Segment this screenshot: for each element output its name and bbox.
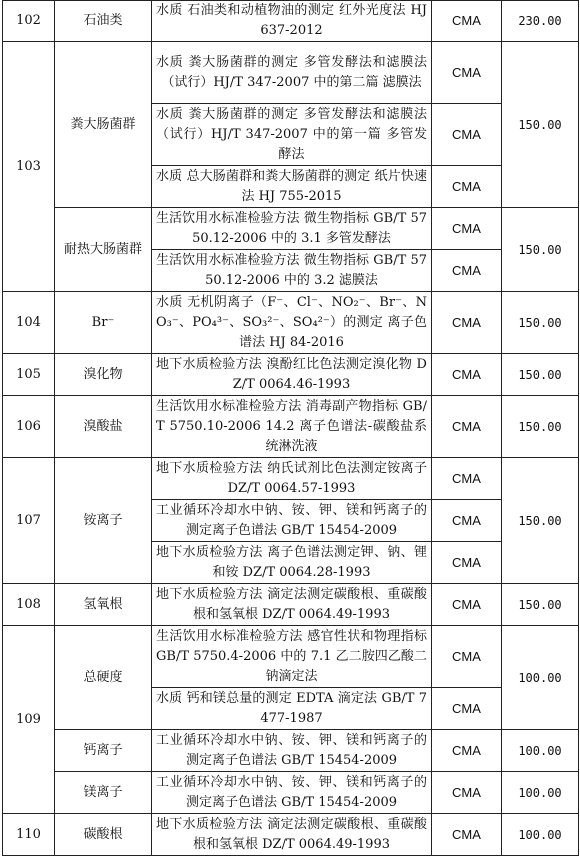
qualification: CMA (432, 396, 502, 458)
price: 100.00 (502, 626, 579, 730)
item-number: 109 (3, 626, 55, 814)
item-number: 103 (3, 42, 55, 292)
test-method: 地下水质检验方法 纳氏试剂比色法测定铵离子 DZ/T 0064.57-1993 (152, 458, 432, 500)
table-row (3, 772, 579, 814)
item-name: 溴酸盐 (55, 396, 152, 458)
item-name: 钙离子 (55, 730, 152, 772)
test-method: 工业循环冷却水中钠、铵、钾、镁和钙离子的测定离子色谱法 GB/T 15454-2009 (152, 730, 432, 772)
price: 230.00 (502, 1, 579, 42)
price: 150.00 (502, 584, 579, 626)
table-row (3, 354, 579, 396)
item-number: 108 (3, 584, 55, 626)
table-row (3, 458, 579, 500)
test-method: 地下水质检验方法 滴定法测定碳酸根、重碳酸根和氢氧根 DZ/T 0064.49-1993 (152, 814, 432, 856)
item-name: 溴化物 (55, 354, 152, 396)
price: 150.00 (502, 42, 579, 208)
qualification: CMA (432, 814, 502, 856)
test-method: 工业循环冷却水中钠、铵、钾、镁和钙离子的测定离子色谱法 GB/T 15454-2009 (152, 500, 432, 542)
table-row (3, 730, 579, 772)
test-method: 地下水质检验方法 离子色谱法测定钾、钠、锂和铵 DZ/T 0064.28-1993 (152, 542, 432, 584)
item-name: 碳酸根 (55, 814, 152, 856)
price: 100.00 (502, 730, 579, 772)
item-number: 106 (3, 396, 55, 458)
item-name: 耐热大肠菌群 (55, 208, 152, 292)
test-method: 水质 无机阴离子（F⁻、Cl⁻、NO₂⁻、Br⁻、NO₃⁻、PO₄³⁻、SO₃²⁻、SO₄²⁻）的测定 离子色谱法 HJ 84-2016 (152, 292, 432, 354)
qualification: CMA (432, 354, 502, 396)
price: 150.00 (502, 208, 579, 292)
price: 150.00 (502, 458, 579, 584)
test-method: 生活饮用水标准检验方法 感官性状和物理指标 GB/T 5750.4-2006 中的 7.1 乙二胺四乙酸二钠滴定法 (152, 626, 432, 688)
test-method: 地下水质检验方法 滴定法测定碳酸根、重碳酸根和氢氧根 DZ/T 0064.49-1993 (152, 584, 432, 626)
test-method: 水质 粪大肠菌群的测定 多管发酵法和滤膜法（试行）HJ/T 347-2007 中的第一篇 多管发酵法 (152, 104, 432, 166)
test-method: 地下水质检验方法 溴酚红比色法测定溴化物 DZ/T 0064.46-1993 (152, 354, 432, 396)
qualification: CMA (432, 1, 502, 42)
table-row (3, 584, 579, 626)
item-name: 总硬度 (55, 626, 152, 730)
item-number: 104 (3, 292, 55, 354)
price: 150.00 (502, 292, 579, 354)
qualification: CMA (432, 166, 502, 208)
table-row (3, 626, 579, 688)
price: 100.00 (502, 814, 579, 856)
price: 150.00 (502, 396, 579, 458)
item-name: 镁离子 (55, 772, 152, 814)
test-method: 水质 总大肠菌群和粪大肠菌群的测定 纸片快速法 HJ 755-2015 (152, 166, 432, 208)
table-row (3, 292, 579, 354)
qualification: CMA (432, 772, 502, 814)
qualification: CMA (432, 208, 502, 250)
qualification: CMA (432, 730, 502, 772)
table-row (3, 42, 579, 104)
item-name: 粪大肠菌群 (55, 42, 152, 208)
item-name: 铵离子 (55, 458, 152, 584)
table-row (3, 1, 579, 42)
item-number: 102 (3, 1, 55, 42)
price: 150.00 (502, 354, 579, 396)
test-method: 水质 粪大肠菌群的测定 多管发酵法和滤膜法（试行）HJ/T 347-2007 中的第二篇 滤膜法 (152, 42, 432, 104)
qualification: CMA (432, 626, 502, 688)
qualification: CMA (432, 250, 502, 292)
item-number: 110 (3, 814, 55, 856)
qualification: CMA (432, 458, 502, 500)
qualification: CMA (432, 584, 502, 626)
table-row (3, 208, 579, 250)
price-table (2, 0, 579, 856)
test-method: 生活饮用水标准检验方法 微生物指标 GB/T 5750.12-2006 中的 3.1 多管发酵法 (152, 208, 432, 250)
item-name: 氢氧根 (55, 584, 152, 626)
test-method: 水质 石油类和动植物油的测定 红外光度法 HJ 637-2012 (152, 1, 432, 42)
test-method: 生活饮用水标准检验方法 消毒副产物指标 GB/T 5750.10-2006 14.2 离子色谱法-碳酸盐系统淋洗液 (152, 396, 432, 458)
table-row (3, 396, 579, 458)
price: 100.00 (502, 772, 579, 814)
qualification: CMA (432, 292, 502, 354)
item-number: 105 (3, 354, 55, 396)
qualification: CMA (432, 688, 502, 730)
test-method: 水质 钙和镁总量的测定 EDTA 滴定法 GB/T 7477-1987 (152, 688, 432, 730)
qualification: CMA (432, 42, 502, 104)
table-row (3, 814, 579, 856)
qualification: CMA (432, 104, 502, 166)
qualification: CMA (432, 500, 502, 542)
test-method: 工业循环冷却水中钠、铵、钾、镁和钙离子的测定离子色谱法 GB/T 15454-2009 (152, 772, 432, 814)
item-name: 石油类 (55, 1, 152, 42)
item-name: Br⁻ (55, 292, 152, 354)
qualification: CMA (432, 542, 502, 584)
test-method: 生活饮用水标准检验方法 微生物指标 GB/T 5750.12-2006 中的 3.2 滤膜法 (152, 250, 432, 292)
item-number: 107 (3, 458, 55, 584)
